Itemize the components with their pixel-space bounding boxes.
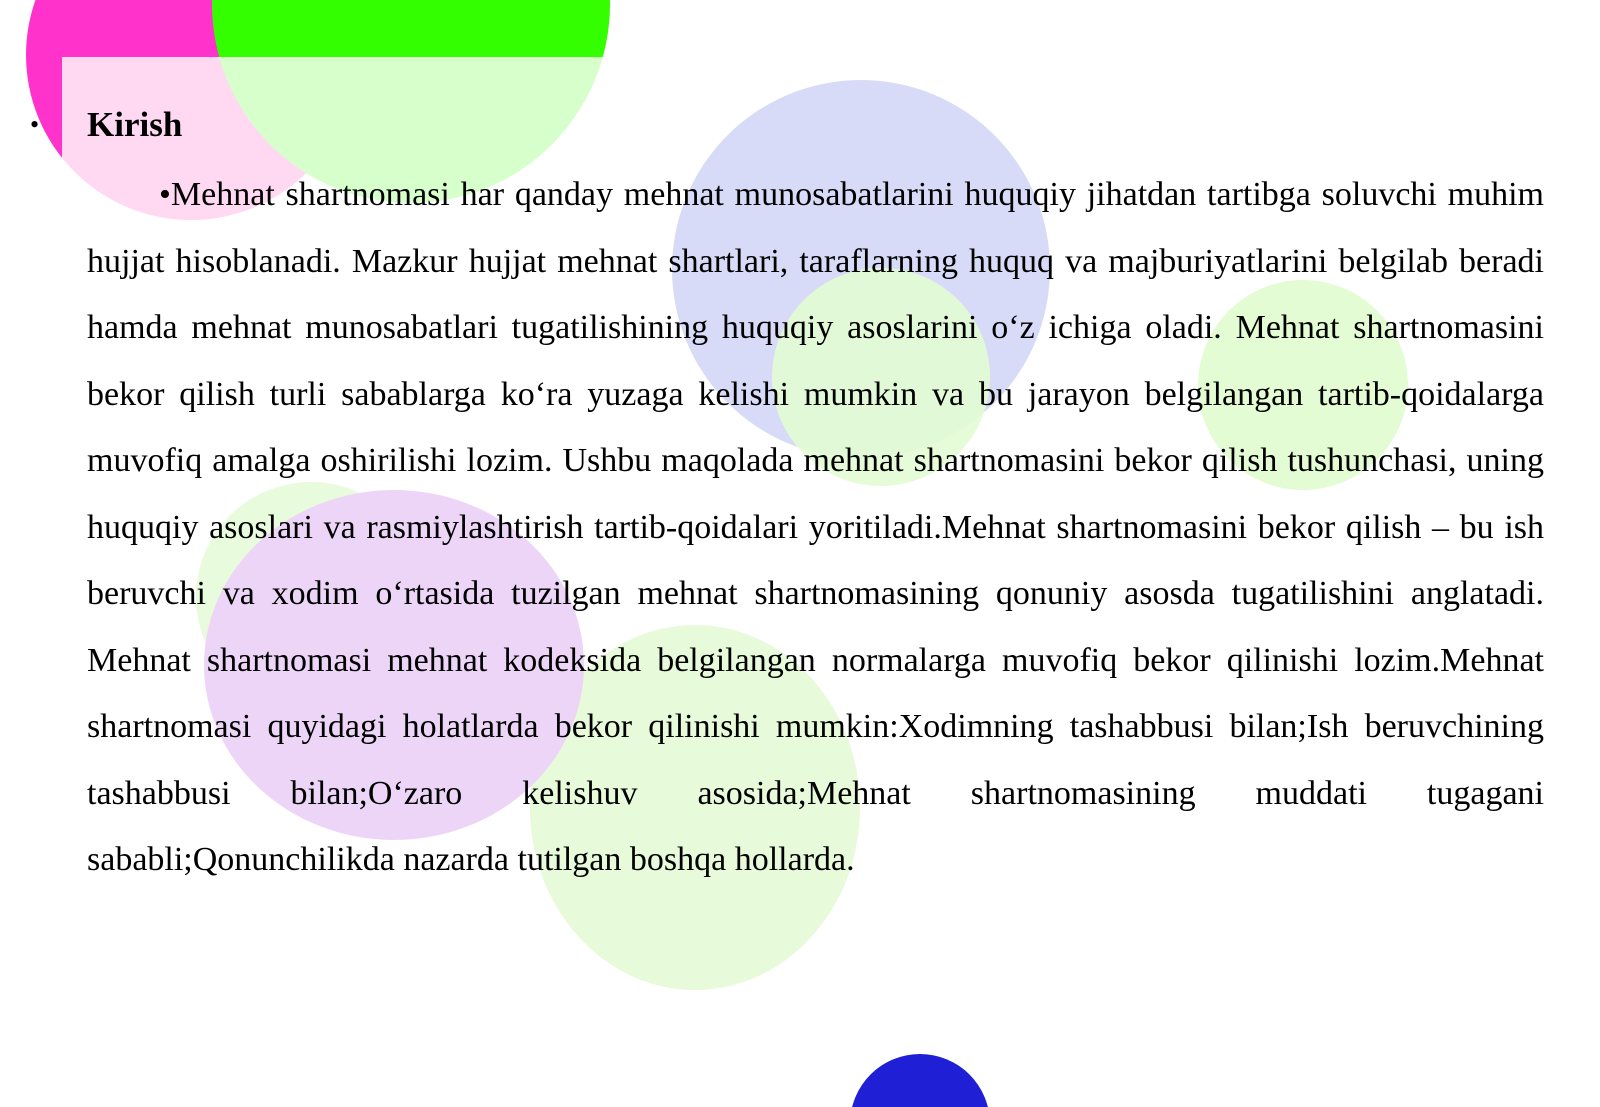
heading-row (30, 100, 182, 150)
paragraph-text: Mehnat shartnomasi har qanday mehnat munosabatlarini huquqiy jihatdan tartibga soluvchi muhim hujjat hisoblanadi. Mazkur hujjat mehnat shartlari, taraflarning huquq va majburiyatlarini belgilab beradi hamda mehnat munosabatlari tugatilishining huquqiy asoslarini o‘z ichiga oladi. Mehnat shartnomasini bekor qilish turli sabablarga ko‘ra yuzaga kelishi mumkin va bu jarayon belgilangan tartib-qoidalarga muvofiq amalga oshirilishi lozim. Ushbu maqolada mehnat shartnomasini bekor qilish tushunchasi, uning huquqiy asoslari va rasmiylashtirish tartib-qoidalari yoritiladi.Mehnat shartnomasini bekor qilish – bu ish beruvchi va xodim o‘rtasida tuzilgan mehnat shartnomasining qonuniy asosda tugatilishini anglatadi. Mehnat shartnomasi mehnat kodeksida belgilangan normalarga muvofiq bekor qilinishi lozim.Mehnat shartnomasi quyidagi holatlarda bekor qilinishi mumkin:Xodimning tashabbusi bilan;Ish beruvchining tashabbusi bilan;O‘zaro kelishuv asosida;Mehnat shartnomasining muddati tugagani sababli;Qonunchilikda nazarda tutilgan boshqa hollarda. (87, 176, 1544, 878)
heading-bullet: • (30, 110, 40, 139)
paragraph-bullet: • (159, 176, 171, 213)
section-heading: Kirish (87, 105, 183, 144)
body-paragraph (87, 162, 1544, 894)
